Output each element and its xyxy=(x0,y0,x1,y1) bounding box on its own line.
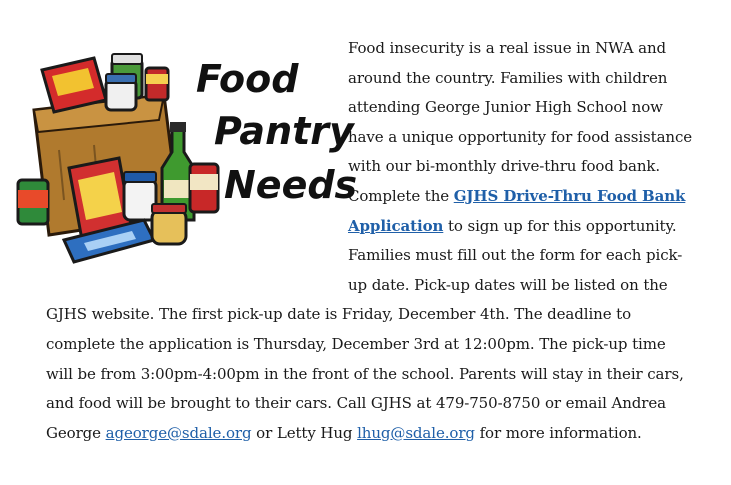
title-line-needs: Needs xyxy=(224,163,358,207)
article-part-2: to sign up for this opportunity. Families must fill out the form for each pick-up date. Pick-up dates will be listed on the GJHS website. The first pick-up date is Friday, December 4th. The deadline to complete the application is Thursday, December 3rd at 12:00pm. The pick-up time will be from 3:00pm-4:00pm in the front of the school. Parents will stay in their cars, and food will be brought to their cars. Call GJHS at 479-750-8750 or email Andrea George xyxy=(46,216,684,442)
white-jar-icon xyxy=(106,74,136,110)
application-link[interactable]: GJHS Drive-Thru Food Bank Application xyxy=(348,186,686,235)
title-line-food: Food xyxy=(196,57,299,101)
title-line-pantry: Pantry xyxy=(214,109,354,153)
peanut-jar-icon xyxy=(152,204,186,244)
food-pantry-clipart xyxy=(14,40,358,270)
article-part-3: or Letty Hug xyxy=(251,423,358,442)
red-can-icon xyxy=(146,68,168,100)
soup-can-icon xyxy=(190,164,218,212)
email-link-lhug[interactable]: lhug@sdale.org xyxy=(357,423,475,442)
clipart-title xyxy=(196,57,357,207)
email-link-ageorge[interactable]: ageorge@sdale.org xyxy=(105,423,252,442)
tomato-can-icon xyxy=(18,180,48,224)
mayo-jar-icon xyxy=(124,172,156,220)
article-part-1: Food insecurity is a real issue in NWA and around the country. Families with children attending George Junior High School now have a unique opportunity for food assistance with our bi-monthly drive-thru food bank. Complete the xyxy=(348,39,693,205)
article-part-4: for more information. xyxy=(474,423,642,442)
